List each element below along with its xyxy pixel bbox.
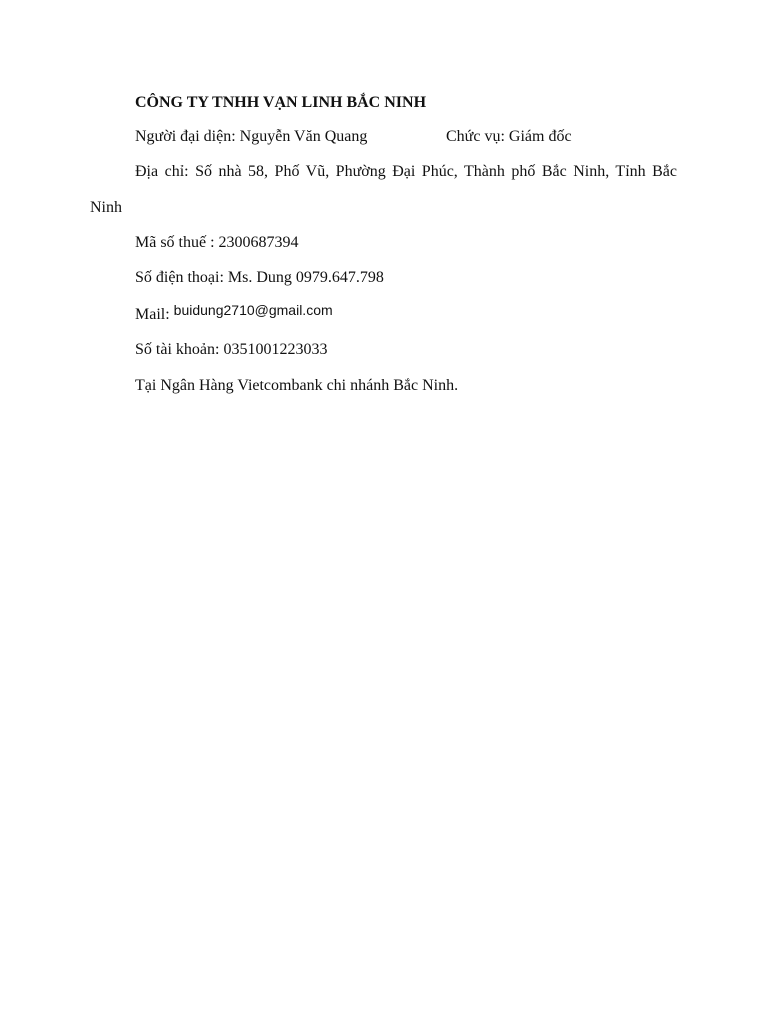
account-number: Số tài khoản: 0351001223033	[135, 341, 328, 358]
mail	[135, 304, 333, 325]
representative: Người đại diện: Nguyễn Văn Quang	[135, 128, 368, 145]
company-name: CÔNG TY TNHH VẠN LINH BẮC NINH	[135, 94, 427, 111]
mail-value: buidung2710@gmail.com	[173, 302, 333, 318]
tax-code: Mã số thuế : 2300687394	[135, 234, 299, 251]
mail-label: Mail:	[135, 306, 170, 323]
position: Chức vụ: Giám đốc	[446, 128, 572, 145]
address-line-1: Địa chỉ: Số nhà 58, Phố Vũ, Phường Đại Phúc, Thành phố Bắc Ninh, Tỉnh Bắc	[135, 163, 677, 180]
address-line-2: Ninh	[90, 199, 122, 216]
phone: Số điện thoại: Ms. Dung 0979.647.798	[135, 269, 384, 286]
bank-info: Tại Ngân Hàng Vietcombank chi nhánh Bắc Ninh.	[135, 377, 459, 394]
